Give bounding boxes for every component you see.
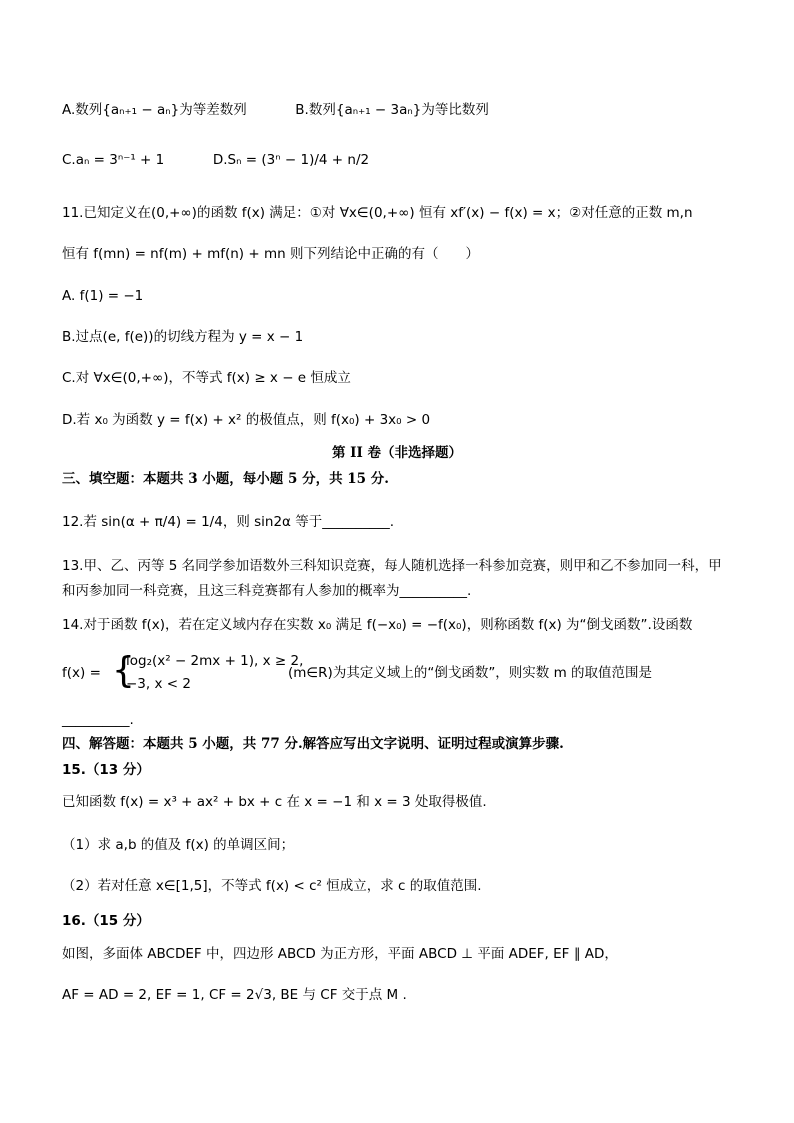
- left-brace-icon: {: [112, 650, 135, 691]
- q12: 12.若 sin(α + π/4) = 1/4，则 sin2α 等于__________.: [62, 514, 395, 530]
- q16-stem-line2: AF = AD = 2, EF = 1, CF = 2√3, BE 与 CF 交于点 M .: [62, 987, 407, 1003]
- q10-option-d: D.Sₙ = (3ⁿ − 1)/4 + n/2: [212, 152, 370, 168]
- q15-part2: （2）若对任意 x∈[1,5]，不等式 f(x) < c² 恒成立，求 c 的取值范围.: [62, 878, 482, 894]
- q14-lhs: f(x) =: [62, 665, 101, 681]
- q16-stem-line1: 如图，多面体 ABCDEF 中，四边形 ABCD 为正方形，平面 ABCD ⊥ 平面 ADEF, EF ∥ AD，: [62, 946, 618, 962]
- q10-option-b: B.数列{aₙ₊₁ − 3aₙ}为等比数列: [295, 102, 489, 118]
- q10-option-c: C.aₙ = 3ⁿ⁻¹ + 1: [62, 152, 165, 168]
- part2-title: 第 II 卷（非选择题）: [331, 445, 463, 461]
- q16-title: 16.（15 分）: [62, 913, 150, 929]
- q10-options-cd: [62, 150, 742, 170]
- q15-stem: 已知函数 f(x) = x³ + ax² + bx + c 在 x = −1 和 x = 3 处取得极值.: [62, 794, 487, 810]
- q15-part1: （1）求 a,b 的值及 f(x) 的单调区间；: [62, 837, 295, 853]
- q10-option-a: A.数列{aₙ₊₁ − aₙ}为等差数列: [62, 102, 247, 118]
- q11-stem-line1: 11.已知定义在(0,+∞)的函数 f(x) 满足：①对 ∀x∈(0,+∞) 恒有 xf′(x) − f(x) = x；②对任意的正数 m,n: [62, 205, 693, 221]
- section3-heading: 三、填空题：本题共 3 小题，每小题 5 分，共 15 分.: [62, 471, 389, 487]
- section4-heading: 四、解答题：本题共 5 小题，共 77 分.解答应写出文字说明、证明过程或演算步骤.: [62, 736, 564, 752]
- q11-option-b: B.过点(e, f(e))的切线方程为 y = x − 1: [62, 329, 304, 345]
- q11-option-a: A. f(1) = −1: [62, 288, 144, 304]
- q13-line1: 13.甲、乙、丙等 5 名同学参加语数外三科知识竞赛，每人随机选择一科参加竞赛，则甲和乙不参加同一科，甲: [62, 558, 722, 574]
- q14-piecewise: [62, 650, 742, 696]
- q14-line1: 14.对于函数 f(x)，若在定义域内存在实数 x₀ 满足 f(−x₀) = −f(x₀)，则称函数 f(x) 为“倒戈函数”.设函数: [62, 617, 693, 633]
- q14-rest: (m∈R)为其定义域上的“倒戈函数”，则实数 m 的取值范围是: [288, 665, 653, 681]
- q13-line2: 和丙参加同一科竞赛，且这三科竞赛都有人参加的概率为__________.: [62, 583, 472, 599]
- q11-option-d: D.若 x₀ 为函数 y = f(x) + x² 的极值点，则 f(x₀) + 3x₀ > 0: [62, 412, 431, 428]
- q14-answer-blank: __________.: [62, 712, 134, 728]
- q10-options-ab: [62, 100, 742, 120]
- q14-piece-1: log₂(x² − 2mx + 1), x ≥ 2,: [126, 653, 304, 669]
- q14-piece-2: −3, x < 2: [126, 676, 191, 692]
- q11-option-c: C.对 ∀x∈(0,+∞)，不等式 f(x) ≥ x − e 恒成立: [62, 370, 351, 386]
- q15-title: 15.（13 分）: [62, 762, 150, 778]
- q11-stem-line2: 恒有 f(mn) = nf(m) + mf(n) + mn 则下列结论中正确的有（ ）: [62, 246, 479, 262]
